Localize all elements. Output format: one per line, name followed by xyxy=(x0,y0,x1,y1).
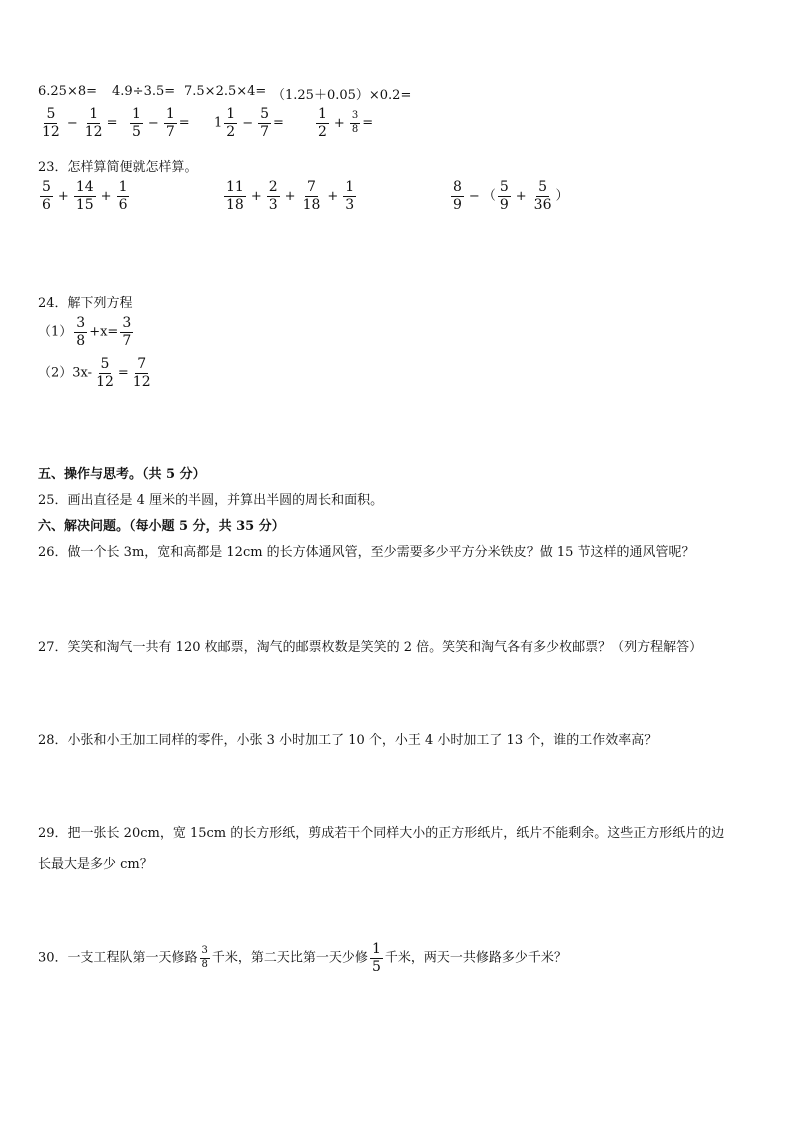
fraction-denominator: 12 xyxy=(84,123,103,140)
fraction xyxy=(343,180,356,212)
question-29-line-1: 29．把一张长 20cm，宽 15cm 的长方形纸，剪成若干个同样大小的正方形纸片，纸片不能剩余。这些正方形纸片的边 xyxy=(38,826,725,841)
fraction-numerator: 5 xyxy=(260,106,270,122)
fraction-numerator: 1 xyxy=(226,106,236,122)
operator: − xyxy=(468,188,480,204)
fraction xyxy=(120,316,133,348)
fraction-denominator: 3 xyxy=(268,196,278,213)
question-29-line-2: 长最大是多少 cm？ xyxy=(38,857,153,872)
fraction-denominator: 9 xyxy=(453,196,462,213)
math-text: 3x- xyxy=(72,365,93,381)
fraction xyxy=(94,357,116,389)
fraction xyxy=(74,180,96,212)
math-text: （2） xyxy=(38,365,73,381)
math-text: ） xyxy=(555,188,569,204)
math-text: （1） xyxy=(38,324,73,340)
fraction xyxy=(498,180,511,212)
fraction-denominator: 9 xyxy=(499,196,509,213)
oral-fraction-expr-2 xyxy=(128,107,190,139)
fraction xyxy=(131,357,153,389)
fraction xyxy=(267,180,280,212)
operator: + xyxy=(333,115,345,131)
fraction-numerator: 1 xyxy=(165,106,175,122)
fraction-denominator: 12 xyxy=(96,373,114,390)
fraction xyxy=(370,942,383,974)
fraction-denominator: 18 xyxy=(302,196,321,213)
fraction-denominator: 6 xyxy=(42,196,51,213)
fraction xyxy=(74,316,87,348)
fraction xyxy=(224,107,237,139)
question-30 xyxy=(38,942,567,974)
oral-item-4: （1.25＋0.05）×0.2= xyxy=(272,88,412,103)
fraction-numerator: 11 xyxy=(226,179,244,195)
question-26: 26．做一个长 3m，宽和高都是 12cm 的长方体通风管，至少需要多少平方分米铁皮？做 15 节这样的通风管呢？ xyxy=(38,545,695,560)
fraction-denominator: 12 xyxy=(132,373,151,390)
oral-fraction-expr-1 xyxy=(38,107,117,139)
fraction xyxy=(350,111,360,135)
q24-equation-1 xyxy=(38,316,135,348)
fraction-numerator: 3 xyxy=(76,315,86,331)
operator: + xyxy=(284,188,296,204)
question-28: 28．小张和小王加工同样的零件，小张 3 小时加工了 10 个，小王 4 小时加工了 13 个，谁的工作效率高？ xyxy=(38,733,658,748)
operator: + xyxy=(57,188,69,204)
fraction xyxy=(40,180,53,212)
fraction-denominator: 7 xyxy=(165,123,175,140)
fraction-denominator: 8 xyxy=(201,958,208,970)
oral-fraction-expr-3 xyxy=(214,107,284,139)
fraction xyxy=(164,107,177,139)
fraction-numerator: 5 xyxy=(538,179,548,195)
math-text: = xyxy=(362,115,374,131)
q23-expression-1 xyxy=(38,180,131,212)
fraction-numerator: 2 xyxy=(268,179,278,195)
section-6-heading: 六、解决问题。（每小题 5 分，共 35 分） xyxy=(38,519,285,534)
oral-item-2: 4.9÷3.5= xyxy=(112,84,176,99)
fraction-numerator: 3 xyxy=(122,315,132,331)
fraction-numerator: 1 xyxy=(132,106,141,122)
fraction xyxy=(200,946,210,970)
fraction-numerator: 7 xyxy=(307,179,316,195)
fraction xyxy=(224,180,246,212)
fraction-denominator: 3 xyxy=(345,196,355,213)
fraction-denominator: 8 xyxy=(351,123,359,135)
math-text: （ xyxy=(482,188,496,204)
fraction-numerator: 3 xyxy=(200,946,210,959)
fraction xyxy=(301,180,323,212)
question-23-title: 23．怎样算简便就怎样算。 xyxy=(38,160,198,175)
q24-equation-2 xyxy=(38,357,155,389)
math-text: = xyxy=(178,115,190,131)
fraction-numerator: 5 xyxy=(46,106,56,122)
operator: − xyxy=(66,115,78,131)
oral-fraction-expr-4 xyxy=(314,107,373,139)
section-5-heading: 五、操作与思考。（共 5 分） xyxy=(38,467,206,482)
fraction xyxy=(130,107,143,139)
fraction xyxy=(258,107,271,139)
fraction-numerator: 3 xyxy=(350,111,360,124)
fraction-denominator: 15 xyxy=(75,196,94,213)
fraction-numerator: 5 xyxy=(499,179,509,195)
operator: − xyxy=(242,115,254,131)
fraction xyxy=(83,107,105,139)
math-text: 千米，两天一共修路多少千米？ xyxy=(384,950,567,966)
q23-expression-3 xyxy=(449,180,569,212)
fraction xyxy=(40,107,62,139)
fraction-denominator: 5 xyxy=(132,123,141,140)
operator: − xyxy=(147,115,159,131)
fraction-numerator: 1 xyxy=(345,179,355,195)
fraction xyxy=(451,180,464,212)
fraction-numerator: 8 xyxy=(453,179,462,195)
fraction-numerator: 5 xyxy=(100,356,110,372)
fraction xyxy=(316,107,329,139)
operator: + xyxy=(515,188,527,204)
fraction-denominator: 8 xyxy=(76,332,86,349)
fraction-denominator: 2 xyxy=(318,123,327,140)
q23-expression-2 xyxy=(222,180,358,212)
math-text: +x= xyxy=(89,324,119,340)
math-text: = xyxy=(117,365,129,381)
operator: + xyxy=(100,188,112,204)
fraction xyxy=(532,180,554,212)
math-text: 1 xyxy=(214,115,223,131)
fraction-denominator: 12 xyxy=(42,123,60,140)
fraction-numerator: 1 xyxy=(371,941,381,957)
math-text: 千米，第二天比第一天少修 xyxy=(211,950,368,966)
fraction xyxy=(117,180,130,212)
fraction-numerator: 1 xyxy=(318,106,327,122)
fraction-denominator: 7 xyxy=(122,332,132,349)
operator: + xyxy=(250,188,262,204)
fraction-numerator: 1 xyxy=(89,106,99,122)
fraction-denominator: 36 xyxy=(533,196,552,213)
fraction-numerator: 5 xyxy=(42,179,51,195)
math-text: = xyxy=(273,115,284,131)
fraction-denominator: 5 xyxy=(371,958,381,975)
fraction-denominator: 6 xyxy=(118,196,128,213)
fraction-denominator: 2 xyxy=(226,123,236,140)
question-25: 25．画出直径是 4 厘米的半圆，并算出半圆的周长和面积。 xyxy=(38,493,384,508)
question-24-title: 24．解下列方程 xyxy=(38,296,133,311)
fraction-numerator: 1 xyxy=(118,179,128,195)
oral-item-3: 7.5×2.5×4= xyxy=(184,84,267,99)
operator: + xyxy=(327,188,339,204)
fraction-denominator: 18 xyxy=(226,196,244,213)
math-text: 30．一支工程队第一天修路 xyxy=(38,950,198,966)
fraction-numerator: 14 xyxy=(75,179,94,195)
oral-item-1: 6.25×8= xyxy=(38,84,98,99)
fraction-numerator: 7 xyxy=(137,356,147,372)
math-text: = xyxy=(106,115,118,131)
question-27: 27．笑笑和淘气一共有 120 枚邮票，淘气的邮票枚数是笑笑的 2 倍。笑笑和淘气各有多少枚邮票？（列方程解答） xyxy=(38,640,703,655)
fraction-denominator: 7 xyxy=(260,123,270,140)
